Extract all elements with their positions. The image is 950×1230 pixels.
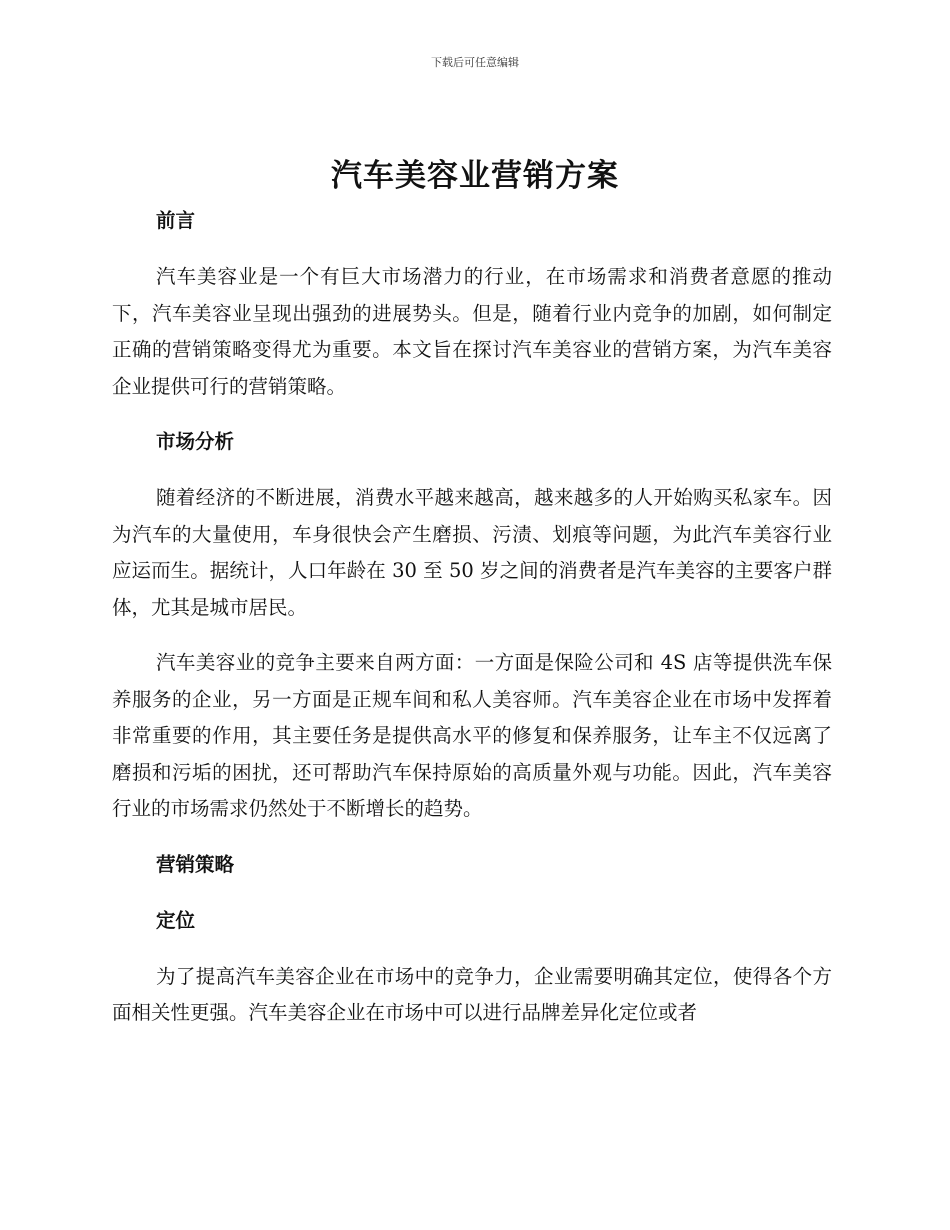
header-note: 下载后可任意编辑 [431, 56, 519, 69]
document-title: 汽车美容业营销方案 [331, 158, 619, 194]
paragraph-preface: 汽车美容业是一个有巨大市场潜力的行业，在市场需求和消费者意愿的推动下，汽车美容业呈现出强劲的进展势头。但是，随着行业内竞争的加剧，如何制定正确的营销策略变得尤为重要。本文旨在探讨汽车美容业的营销方案，为汽车美容企业提供可行的营销策略。 [112, 265, 832, 398]
heading-positioning: 定位 [156, 908, 196, 932]
heading-market-analysis: 市场分析 [156, 430, 235, 453]
paragraph-positioning: 为了提高汽车美容企业在市场中的竞争力，企业需要明确其定位，使得各个方面相关性更强。汽车美容企业在市场中可以进行品牌差异化定位或者 [112, 964, 832, 1024]
paragraph-market-1: 随着经济的不断进展，消费水平越来越高，越来越多的人开始购买私家车。因为汽车的大量使用，车身很快会产生磨损、污渍、划痕等问题，为此汽车美容行业应运而生。据统计，人口年龄在 30 至 50 岁之间的消费者是汽车美容的主要客户群体，尤其是城市居民。 [112, 486, 832, 619]
heading-preface: 前言 [156, 209, 196, 232]
paragraph-market-2: 汽车美容业的竞争主要来自两方面：一方面是保险公司和 4S 店等提供洗车保养服务的企业，另一方面是正规车间和私人美容师。汽车美容企业在市场中发挥着非常重要的作用，其主要任务是提供高水平的修复和保养服务，让车主不仅远离了磨损和污垢的困扰，还可帮助汽车保持原始的高质量外观与功能。因此，汽车美容行业的市场需求仍然处于不断增长的趋势。 [112, 651, 832, 820]
heading-marketing-strategy: 营销策略 [156, 852, 235, 876]
document-body [112, 203, 832, 1032]
